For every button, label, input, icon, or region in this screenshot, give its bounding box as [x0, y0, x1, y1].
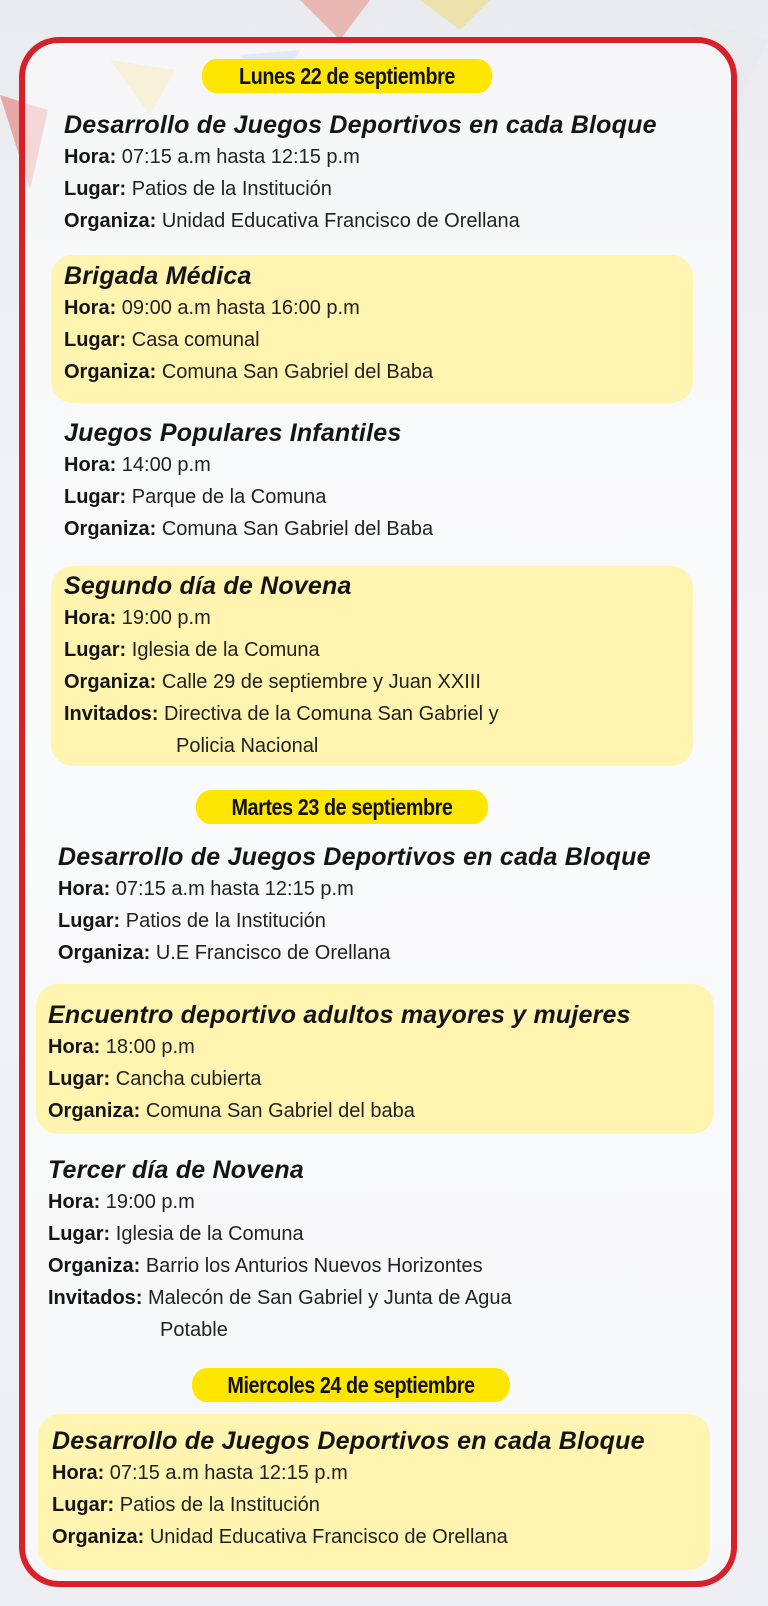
event-card-highlighted — [51, 255, 693, 403]
event-organiza: Organiza: Comuna San Gabriel del Baba — [64, 518, 434, 540]
event-lugar: Lugar: Iglesia de la Comuna — [48, 1223, 304, 1245]
event-hora: Hora: 07:15 a.m hasta 12:15 p.m — [58, 878, 354, 900]
event-title: Tercer día de Novena — [48, 1156, 304, 1184]
event-invitados: Invitados: Directiva de la Comuna San Gabriel y — [64, 703, 499, 725]
event-lugar: Lugar: Cancha cubierta — [48, 1068, 262, 1090]
event-title: Encuentro deportivo adultos mayores y mujeres — [48, 1001, 631, 1029]
event-organiza: Organiza: Unidad Educativa Francisco de Orellana — [52, 1526, 508, 1548]
event-title: Brigada Médica — [64, 262, 252, 290]
event-organiza: Organiza: Barrio los Anturios Nuevos Horizontes — [48, 1255, 483, 1277]
event-lugar: Lugar: Patios de la Institución — [58, 910, 326, 932]
event-organiza: Organiza: Comuna San Gabriel del Baba — [64, 361, 434, 383]
event-card-highlighted — [38, 1414, 710, 1570]
event-hora: Hora: 07:15 a.m hasta 12:15 p.m — [64, 146, 360, 168]
event-invitados-cont: Potable — [160, 1319, 228, 1341]
event-invitados: Invitados: Malecón de San Gabriel y Junta de Agua — [48, 1287, 512, 1309]
event-organiza: Organiza: Calle 29 de septiembre y Juan XXIII — [64, 671, 481, 693]
event-lugar: Lugar: Patios de la Institución — [64, 178, 332, 200]
event-hora: Hora: 19:00 p.m — [64, 607, 211, 629]
event-card — [64, 418, 704, 545]
day-header-miercoles: Miercoles 24 de septiembre — [192, 1368, 510, 1402]
event-hora: Hora: 07:15 a.m hasta 12:15 p.m — [52, 1462, 348, 1484]
event-title: Desarrollo de Juegos Deportivos en cada Bloque — [52, 1427, 645, 1455]
event-lugar: Lugar: Patios de la Institución — [52, 1494, 320, 1516]
event-card-highlighted — [36, 984, 714, 1134]
event-invitados-cont: Policia Nacional — [176, 735, 319, 757]
event-title: Desarrollo de Juegos Deportivos en cada Bloque — [64, 111, 657, 139]
event-hora: Hora: 09:00 a.m hasta 16:00 p.m — [64, 297, 360, 319]
event-card — [48, 1155, 708, 1346]
event-hora: Hora: 19:00 p.m — [48, 1191, 195, 1213]
event-lugar: Lugar: Iglesia de la Comuna — [64, 639, 320, 661]
event-hora: Hora: 14:00 p.m — [64, 454, 211, 476]
event-card-highlighted — [51, 566, 693, 766]
event-organiza: Organiza: Unidad Educativa Francisco de Orellana — [64, 210, 520, 232]
event-lugar: Lugar: Parque de la Comuna — [64, 486, 327, 508]
event-title: Segundo día de Novena — [64, 572, 352, 600]
event-title: Desarrollo de Juegos Deportivos en cada Bloque — [58, 843, 651, 871]
event-hora: Hora: 18:00 p.m — [48, 1036, 195, 1058]
event-organiza: Organiza: Comuna San Gabriel del baba — [48, 1100, 415, 1122]
event-card — [64, 110, 724, 237]
event-lugar: Lugar: Casa comunal — [64, 329, 260, 351]
event-title: Juegos Populares Infantiles — [64, 419, 402, 447]
day-header-martes: Martes 23 de septiembre — [196, 790, 488, 824]
day-header-lunes: Lunes 22 de septiembre — [202, 59, 493, 93]
event-organiza: Organiza: U.E Francisco de Orellana — [58, 942, 391, 964]
event-card — [58, 842, 718, 969]
